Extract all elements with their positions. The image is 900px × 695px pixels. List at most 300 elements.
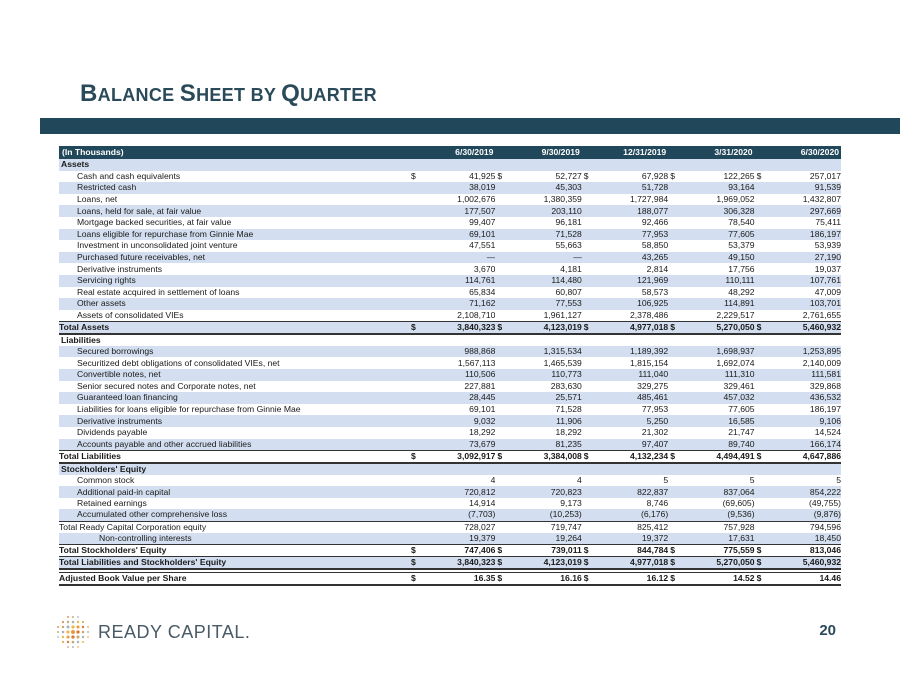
title-part-3: UARTER: [300, 85, 377, 105]
cell-value: [409, 369, 495, 381]
cell-value: [582, 275, 668, 287]
currency-symbol: $: [411, 556, 416, 567]
line-item-row: [59, 357, 841, 369]
section-heading-row: [59, 463, 841, 475]
cell-value: [409, 357, 495, 369]
cell-value: [755, 357, 841, 369]
cell-value: [495, 415, 581, 427]
currency-symbol: $: [756, 321, 762, 332]
value-text: 18,450: [814, 532, 841, 543]
value-text: 9,032: [473, 415, 496, 426]
cell-value: [668, 521, 754, 533]
cell-value: [582, 194, 668, 206]
value-text: 21,302: [641, 427, 669, 438]
cell-value: [582, 427, 668, 439]
value-text: 93,164: [728, 182, 755, 193]
value-text: 9,106: [819, 415, 841, 426]
cell-value: [755, 369, 841, 381]
cell-value: [582, 533, 668, 545]
value-text: (10,253): [549, 509, 582, 520]
logo-dot: [72, 641, 75, 644]
cell-value: [582, 486, 668, 498]
cell-value: [495, 509, 581, 521]
value-text: 2,761,655: [802, 309, 841, 320]
value-text: 55,663: [555, 240, 582, 251]
line-item-row: [59, 427, 841, 439]
value-text: 111,581: [811, 369, 841, 380]
cell-value: [668, 229, 754, 241]
cell-value: [582, 521, 668, 533]
value-text: 48,292: [728, 286, 755, 297]
row-label: Accumulated other comprehensive loss: [59, 509, 409, 521]
title-cap-2: S: [179, 80, 197, 107]
line-item-row: [59, 287, 841, 299]
currency-symbol: $: [670, 573, 675, 584]
cell-value: [495, 439, 581, 451]
balance-sheet-table: [59, 146, 841, 586]
cell-value: [495, 556, 581, 569]
value-text: (69,605): [722, 498, 755, 509]
value-text: 67,928: [641, 170, 669, 181]
currency-symbol: $: [756, 544, 762, 555]
currency-symbol: $: [670, 450, 675, 461]
value-text: (6,176): [640, 509, 669, 520]
cell-value: [755, 556, 841, 569]
cell-value: [409, 321, 495, 334]
logo-dot: [62, 641, 64, 643]
line-item-row: [59, 240, 841, 252]
value-text: 4,977,018: [629, 556, 669, 567]
value-text: 19,037: [814, 263, 841, 274]
value-text: 71,528: [555, 404, 582, 415]
cell-value: [495, 205, 581, 217]
value-text: 16.16: [560, 573, 582, 584]
line-item-row: [59, 369, 841, 381]
value-text: 2,140,009: [802, 357, 841, 368]
cell-value: [755, 475, 841, 487]
cell-value: [668, 240, 754, 252]
cell-value: [582, 498, 668, 510]
value-text: 4,181: [560, 263, 582, 274]
cell-value: [582, 298, 668, 310]
cell-value: [668, 556, 754, 569]
balance-sheet-table-container: [59, 146, 841, 586]
cell-value: [668, 310, 754, 322]
cell-value: [409, 252, 495, 264]
value-text: 775,559: [723, 544, 755, 555]
value-text: 177,507: [464, 205, 496, 216]
value-text: 51,728: [641, 182, 669, 193]
cell-value: [668, 369, 754, 381]
value-text: 1,432,807: [802, 194, 841, 205]
cell-value: [582, 544, 668, 556]
table-header-row: [59, 146, 841, 159]
cell-value: [668, 171, 754, 183]
row-label: Total Liabilities: [59, 450, 409, 463]
row-label: Loans, held for sale, at fair value: [59, 205, 409, 217]
value-text: 58,850: [641, 240, 669, 251]
cell-value: [755, 498, 841, 510]
cell-value: [495, 310, 581, 322]
value-text: 186,197: [809, 228, 841, 239]
cell-value: [755, 404, 841, 416]
cell-value: [495, 171, 581, 183]
value-text: 25,571: [555, 392, 582, 403]
cell-value: [582, 381, 668, 393]
row-label: Assets of consolidated VIEs: [59, 310, 409, 322]
total-row: [59, 533, 841, 545]
row-label: Purchased future receivables, net: [59, 252, 409, 264]
logo-dot: [66, 625, 69, 628]
value-text: 1,465,539: [543, 357, 582, 368]
cell-value: [755, 205, 841, 217]
cell-value: [409, 182, 495, 194]
value-text: 3,092,917: [457, 450, 496, 461]
value-text: 3,384,008: [543, 450, 582, 461]
row-label: Additional paid-in capital: [59, 486, 409, 498]
value-text: (7,703): [468, 509, 496, 520]
cell-value: [668, 486, 754, 498]
value-text: 1,815,154: [629, 357, 669, 368]
value-text: 18,292: [555, 427, 582, 438]
cell-value: [495, 544, 581, 556]
value-text: 21,747: [728, 427, 755, 438]
cell-value: [582, 346, 668, 358]
logo-dot: [71, 625, 74, 628]
logo-dot: [77, 616, 79, 618]
cell-value: [495, 404, 581, 416]
logo-dot: [66, 630, 69, 633]
cell-value: [582, 573, 668, 586]
line-item-row: [59, 498, 841, 510]
cell-value: [409, 171, 495, 183]
cell-value: [582, 205, 668, 217]
cell-value: [582, 287, 668, 299]
line-item-row: [59, 310, 841, 322]
value-text: 188,077: [637, 205, 669, 216]
value-text: 17,756: [728, 263, 755, 274]
value-text: 813,046: [809, 544, 841, 555]
logo-dot: [57, 631, 59, 633]
cell-value: [668, 427, 754, 439]
cell-value: [755, 450, 841, 463]
section-heading: Liabilities: [59, 334, 841, 346]
value-text: 97,407: [641, 438, 669, 449]
line-item-row: [59, 415, 841, 427]
row-label: Other assets: [59, 298, 409, 310]
cell-value: [495, 475, 581, 487]
value-text: 1,567,113: [457, 357, 496, 368]
line-item-row: [59, 182, 841, 194]
value-text: 747,406: [464, 544, 496, 555]
cell-value: [495, 252, 581, 264]
cell-value: [409, 556, 495, 569]
value-text: 720,823: [550, 486, 582, 497]
cell-value: [755, 381, 841, 393]
logo-dot: [82, 636, 84, 638]
cell-value: [495, 263, 581, 275]
logo-dot: [62, 631, 65, 634]
value-text: 329,868: [809, 380, 841, 391]
logo-dot: [87, 631, 89, 633]
cell-value: [409, 509, 495, 521]
cell-value: [755, 217, 841, 229]
value-text: 436,532: [809, 392, 841, 403]
logo-dot: [72, 646, 74, 648]
value-text: 5,250: [646, 415, 669, 426]
logo-dot: [72, 616, 74, 618]
value-text: 14,914: [469, 498, 496, 509]
balance-sheet-body: [59, 146, 841, 585]
value-text: 114,480: [551, 275, 582, 286]
row-label: Loans, net: [59, 194, 409, 206]
slide-title: [80, 80, 377, 108]
currency-symbol: $: [583, 544, 589, 555]
cell-value: [409, 310, 495, 322]
value-text: 227,881: [464, 380, 496, 391]
cell-value: [755, 346, 841, 358]
line-item-row: [59, 263, 841, 275]
value-text: 8,746: [646, 498, 669, 509]
line-item-row: [59, 205, 841, 217]
cell-value: [668, 298, 754, 310]
value-text: 1,969,052: [716, 194, 755, 205]
cell-value: [668, 287, 754, 299]
title-cap-1: B: [80, 80, 98, 107]
value-text: 106,925: [637, 298, 669, 309]
row-label: Liabilities for loans eligible for repurchase from Ginnie Mae: [59, 404, 409, 416]
logo-dot: [62, 636, 64, 638]
value-text: 757,928: [723, 521, 755, 532]
value-text: 186,197: [809, 404, 841, 415]
cell-value: [668, 415, 754, 427]
value-text: 844,784: [637, 544, 669, 555]
value-text: 111,310: [724, 369, 755, 380]
period-header: 6/30/2019: [409, 146, 495, 159]
value-text: 58,573: [641, 286, 669, 297]
cell-value: [409, 573, 495, 586]
cell-value: [668, 498, 754, 510]
value-text: 65,834: [469, 286, 496, 297]
logo-dot: [62, 626, 64, 628]
value-text: 14,524: [814, 427, 841, 438]
cell-value: [582, 171, 668, 183]
cell-value: [409, 450, 495, 463]
value-text: 5,460,932: [802, 321, 841, 332]
cell-value: [668, 533, 754, 545]
value-text: 854,222: [809, 486, 841, 497]
value-text: —: [486, 252, 496, 263]
value-text: 53,939: [814, 240, 841, 251]
value-text: 18,292: [469, 427, 496, 438]
cell-value: [409, 275, 495, 287]
value-text: 825,412: [637, 521, 669, 532]
logo-dot: [82, 621, 84, 623]
cell-value: [668, 252, 754, 264]
title-cap-3: Q: [281, 80, 301, 107]
value-text: 110,773: [551, 369, 582, 380]
cell-value: [668, 321, 754, 334]
row-label: Secured borrowings: [59, 346, 409, 358]
logo-dot: [62, 621, 64, 623]
row-label: Investment in unconsolidated joint venture: [59, 240, 409, 252]
currency-symbol: $: [497, 450, 503, 461]
currency-symbol: $: [497, 170, 503, 181]
cell-value: [582, 240, 668, 252]
value-text: 1,315,534: [543, 346, 582, 357]
currency-symbol: $: [583, 321, 589, 332]
cell-value: [755, 287, 841, 299]
value-text: 3,840,323: [457, 321, 496, 332]
cell-value: [668, 439, 754, 451]
cell-value: [668, 263, 754, 275]
cell-value: [668, 346, 754, 358]
row-label: Dividends payable: [59, 427, 409, 439]
cell-value: [755, 427, 841, 439]
cell-value: [409, 298, 495, 310]
logo-dot: [82, 626, 84, 628]
value-text: 103,701: [809, 298, 841, 309]
row-label: (In Thousands): [59, 146, 409, 159]
row-label: Adjusted Book Value per Share: [59, 573, 409, 586]
cell-value: [495, 217, 581, 229]
value-text: 47,009: [814, 286, 841, 297]
logo-dot: [66, 635, 69, 638]
value-text: 110,506: [464, 369, 496, 380]
row-label: Restricted cash: [59, 182, 409, 194]
cell-value: [582, 252, 668, 264]
currency-symbol: $: [497, 556, 503, 567]
cell-value: [668, 392, 754, 404]
book-value-per-share-row: [59, 573, 841, 586]
cell-value: [755, 171, 841, 183]
value-text: 719,747: [550, 521, 582, 532]
row-label: Guaranteed loan financing: [59, 392, 409, 404]
value-text: 5,270,050: [716, 321, 755, 332]
cell-value: [755, 321, 841, 334]
value-text: 78,540: [728, 217, 755, 228]
currency-symbol: $: [583, 170, 589, 181]
row-label: Derivative instruments: [59, 263, 409, 275]
section-heading: Assets: [59, 159, 841, 171]
total-row: [59, 556, 841, 569]
logo-dot: [71, 635, 74, 638]
value-text: 71,162: [469, 298, 496, 309]
logo-dot: [87, 636, 89, 638]
value-text: 2,108,710: [457, 309, 496, 320]
value-text: 4: [490, 474, 496, 485]
total-row: [59, 521, 841, 533]
value-text: 2,814: [646, 263, 669, 274]
value-text: 203,110: [551, 205, 582, 216]
logo-dot: [71, 630, 75, 634]
line-item-row: [59, 346, 841, 358]
value-text: 5,270,050: [716, 556, 755, 567]
logo-dot: [67, 621, 69, 623]
row-label: Total Liabilities and Stockholders' Equity: [59, 556, 409, 569]
value-text: 297,669: [809, 205, 841, 216]
cell-value: [755, 392, 841, 404]
value-text: 283,630: [550, 380, 582, 391]
value-text: 329,461: [723, 380, 755, 391]
total-row: [59, 321, 841, 334]
value-text: 822,837: [637, 486, 669, 497]
cell-value: [495, 275, 581, 287]
value-text: 1,002,676: [457, 194, 496, 205]
cell-value: [495, 392, 581, 404]
cell-value: [582, 217, 668, 229]
row-label: Total Ready Capital Corporation equity: [59, 521, 409, 533]
row-label: Senior secured notes and Corporate notes, net: [59, 381, 409, 393]
cell-value: [668, 357, 754, 369]
value-text: 837,064: [723, 486, 755, 497]
cell-value: [668, 182, 754, 194]
value-text: 107,761: [809, 275, 841, 286]
currency-symbol: $: [411, 573, 416, 584]
value-text: 329,275: [637, 380, 669, 391]
logo-dot: [77, 641, 79, 643]
cell-value: [582, 439, 668, 451]
cell-value: [582, 182, 668, 194]
value-text: 5: [836, 474, 841, 485]
cell-value: [755, 182, 841, 194]
period-header: 9/30/2019: [495, 146, 581, 159]
currency-symbol: $: [497, 544, 503, 555]
value-text: 81,235: [555, 438, 582, 449]
cell-value: [582, 404, 668, 416]
line-item-row: [59, 275, 841, 287]
value-text: 41,925: [469, 170, 496, 181]
row-label: Non-controlling interests: [59, 533, 409, 545]
value-text: 28,445: [469, 392, 496, 403]
value-text: 38,019: [469, 182, 496, 193]
value-text: 110,111: [725, 275, 755, 286]
row-label: Securitized debt obligations of consolidated VIEs, net: [59, 357, 409, 369]
currency-symbol: $: [756, 556, 762, 567]
row-label: Servicing rights: [59, 275, 409, 287]
cell-value: [409, 392, 495, 404]
value-text: 17,631: [728, 532, 755, 543]
value-text: 988,868: [464, 346, 496, 357]
value-text: 4: [577, 474, 582, 485]
value-text: 52,727: [555, 170, 582, 181]
currency-symbol: $: [411, 321, 416, 332]
cell-value: [495, 533, 581, 545]
row-label: Loans eligible for repurchase from Ginnie Mae: [59, 229, 409, 241]
value-text: 121,969: [637, 275, 669, 286]
logo-dot: [57, 636, 59, 638]
cell-value: [409, 194, 495, 206]
logo-dot: [87, 626, 89, 628]
value-text: 73,679: [469, 438, 496, 449]
cell-value: [755, 298, 841, 310]
cell-value: [668, 275, 754, 287]
logo-dot: [72, 621, 75, 624]
cell-value: [582, 357, 668, 369]
value-text: 27,190: [814, 252, 841, 263]
cell-value: [409, 346, 495, 358]
value-text: 77,953: [641, 404, 669, 415]
cell-value: [755, 229, 841, 241]
value-text: 457,032: [723, 392, 755, 403]
currency-symbol: $: [411, 450, 416, 461]
value-text: 5: [749, 474, 755, 485]
cell-value: [409, 263, 495, 275]
ready-capital-logo-icon: [53, 612, 93, 652]
currency-symbol: $: [756, 170, 762, 181]
cell-value: [582, 321, 668, 334]
row-label: Total Assets: [59, 321, 409, 334]
